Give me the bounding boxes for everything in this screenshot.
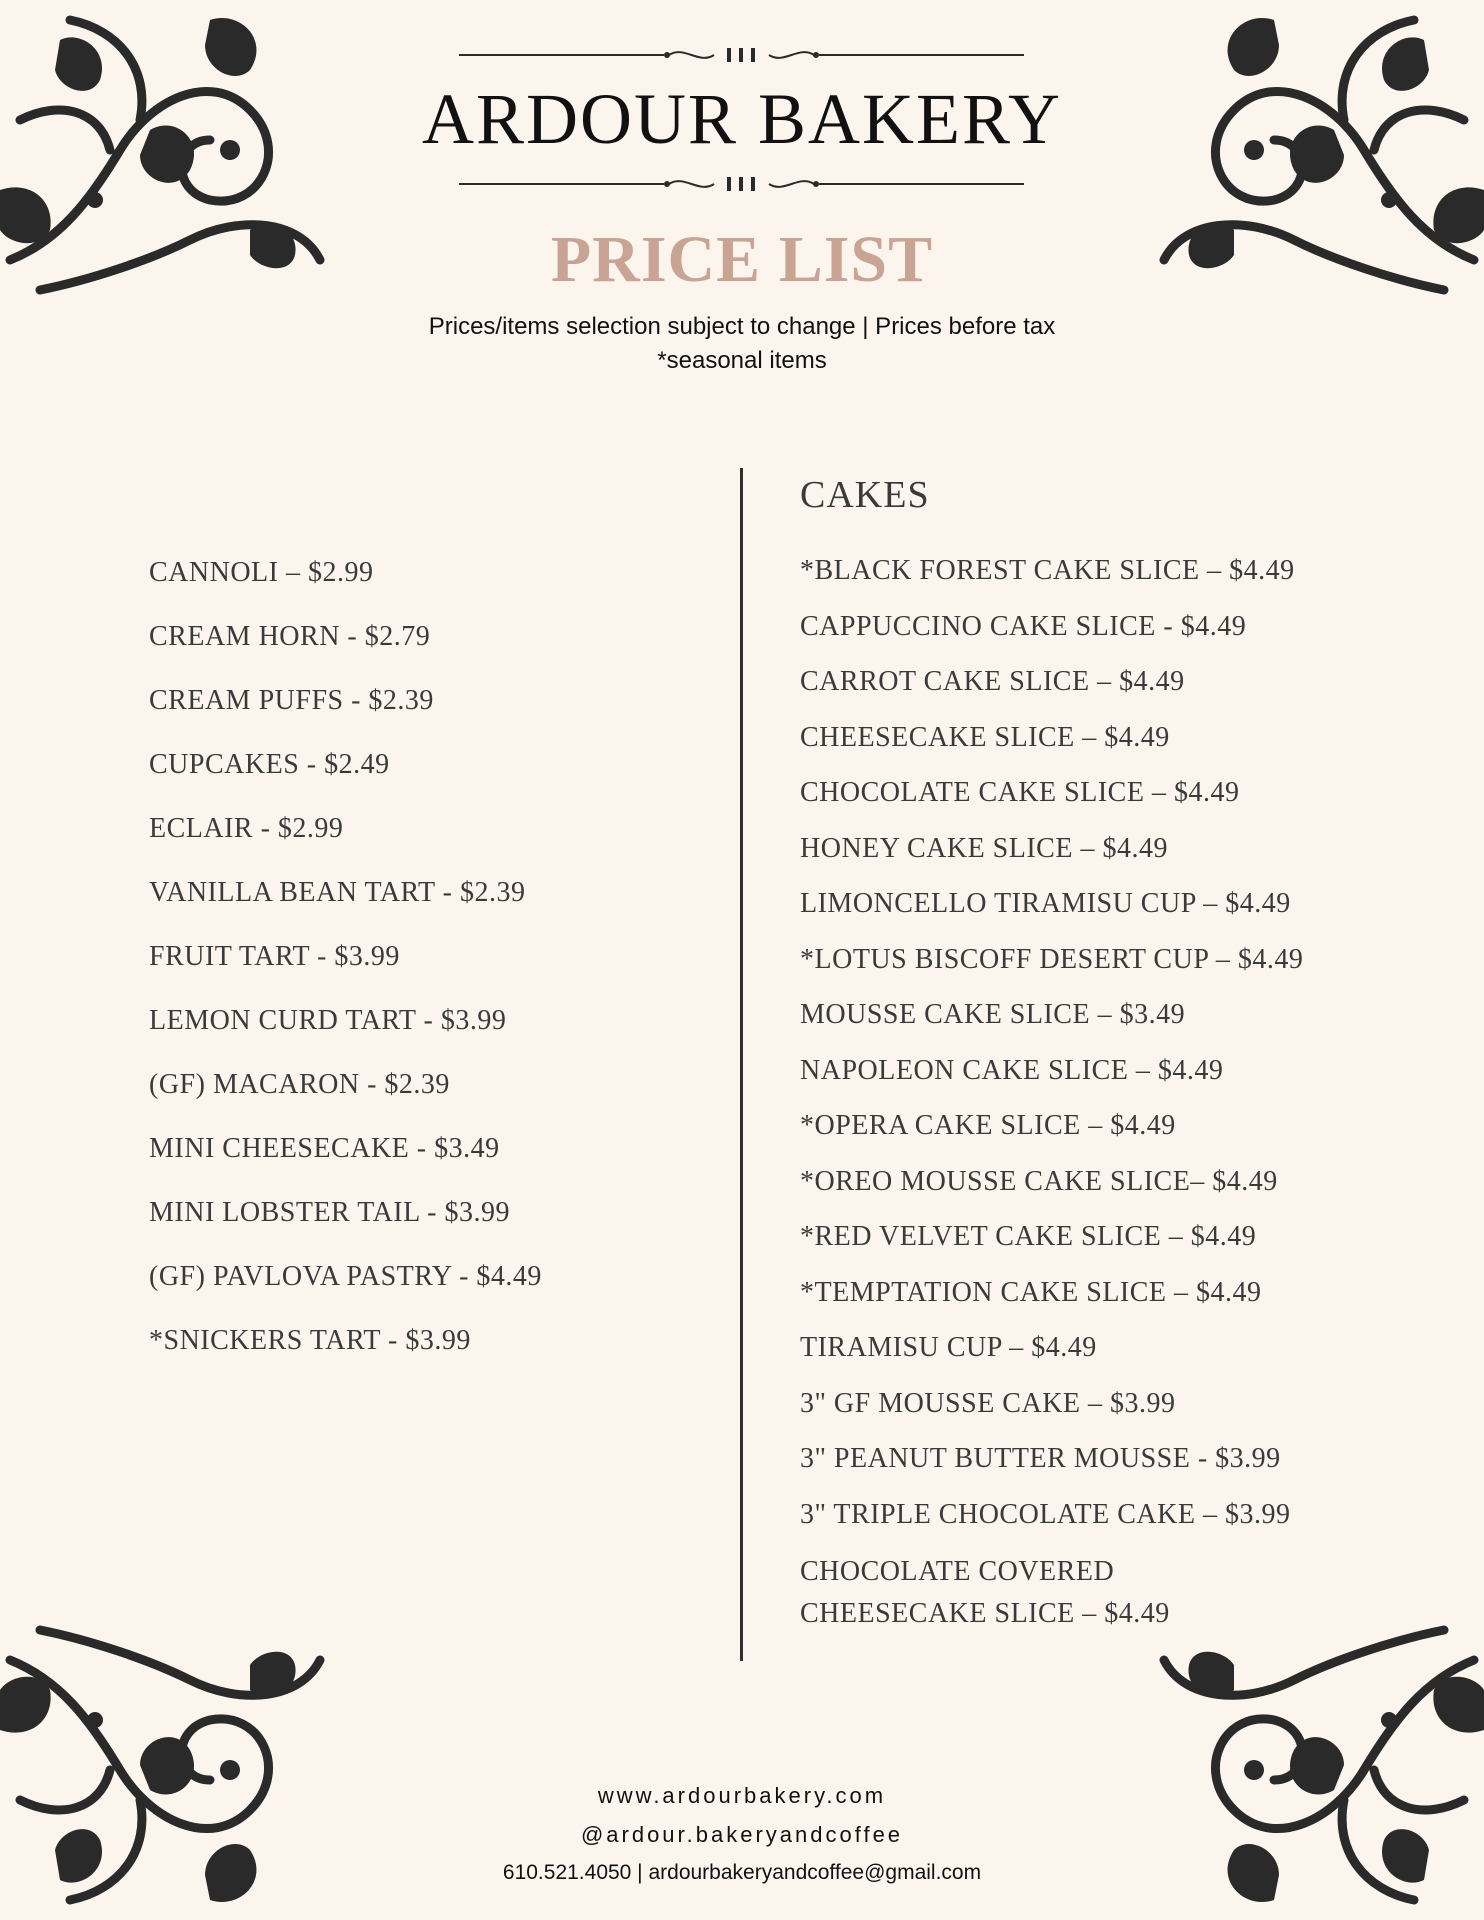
- menu-item: (GF) MACARON - $2.39: [149, 1069, 450, 1100]
- menu-item: CUPCAKES - $2.49: [149, 749, 390, 780]
- menu-item: CANNOLI – $2.99: [149, 557, 374, 588]
- menu-item: FRUIT TART - $3.99: [149, 941, 400, 972]
- menu-item: ECLAIR - $2.99: [149, 813, 344, 844]
- flourish-divider-top: [459, 43, 1024, 67]
- menu-item: CHOCOLATE CAKE SLICE – $4.49: [800, 777, 1240, 808]
- menu-item: LIMONCELLO TIRAMISU CUP – $4.49: [800, 888, 1291, 919]
- menu-item: 3" GF MOUSSE CAKE – $3.99: [800, 1387, 1176, 1419]
- menu-item: CHOCOLATE COVERED CHEESECAKE SLICE – $4.49: [800, 1556, 1170, 1629]
- menu-item: *RED VELVET CAKE SLICE – $4.49: [800, 1221, 1257, 1252]
- cake-list: [800, 470, 1303, 1635]
- social-handle[interactable]: @ardour.bakeryandcoffee: [580, 1822, 904, 1847]
- contact-info[interactable]: 610.521.4050 | ardourbakeryandcoffee@gmail.com: [502, 1861, 982, 1884]
- menu-item: MOUSSE CAKE SLICE – $3.49: [800, 999, 1186, 1030]
- menu-item: 3" PEANUT BUTTER MOUSSE - $3.99: [800, 1443, 1281, 1474]
- column-divider: [740, 468, 743, 1661]
- menu-item: *OPERA CAKE SLICE – $4.49: [800, 1110, 1176, 1141]
- menu-item: *BLACK FOREST CAKE SLICE – $4.49: [800, 555, 1295, 586]
- price-note: Prices/items selection subject to change | Prices before tax: [428, 313, 1056, 340]
- menu-item: NAPOLEON CAKE SLICE – $4.49: [800, 1054, 1224, 1086]
- section-title-cakes: CAKES: [800, 474, 930, 516]
- bakery-name: ARDOUR BAKERY: [421, 79, 1063, 159]
- menu-item: MINI LOBSTER TAIL - $3.99: [149, 1197, 511, 1228]
- menu-item: TIRAMISU CUP – $4.49: [800, 1332, 1097, 1363]
- menu-item: *OREO MOUSSE CAKE SLICE– $4.49: [800, 1165, 1278, 1197]
- menu-item: CREAM PUFFS - $2.39: [149, 685, 434, 716]
- menu-item: *SNICKERS TART - $3.99: [149, 1325, 471, 1356]
- page-title: PRICE LIST: [550, 223, 934, 296]
- menu-item: CAPPUCCINO CAKE SLICE - $4.49: [800, 610, 1247, 642]
- menu-item: LEMON CURD TART - $3.99: [149, 1005, 507, 1036]
- seasonal-note: *seasonal items: [657, 347, 827, 374]
- menu-item: *LOTUS BISCOFF DESERT CUP – $4.49: [800, 943, 1304, 975]
- website-link[interactable]: www.ardourbakery.com: [597, 1783, 887, 1808]
- menu-item: VANILLA BEAN TART - $2.39: [149, 877, 526, 908]
- flourish-divider-bottom: [459, 172, 1024, 196]
- menu-item: MINI CHEESECAKE - $3.49: [149, 1133, 500, 1164]
- pastry-list: [149, 556, 542, 1388]
- menu-item: 3" TRIPLE CHOCOLATE CAKE – $3.99: [800, 1498, 1291, 1530]
- menu-item: *TEMPTATION CAKE SLICE – $4.49: [800, 1276, 1262, 1308]
- menu-item: HONEY CAKE SLICE – $4.49: [800, 832, 1168, 864]
- menu-item: (GF) PAVLOVA PASTRY - $4.49: [149, 1261, 542, 1292]
- menu-item: CHEESECAKE SLICE – $4.49: [800, 721, 1170, 753]
- menu-item: CARROT CAKE SLICE – $4.49: [800, 666, 1185, 697]
- menu-item: CREAM HORN - $2.79: [149, 621, 431, 652]
